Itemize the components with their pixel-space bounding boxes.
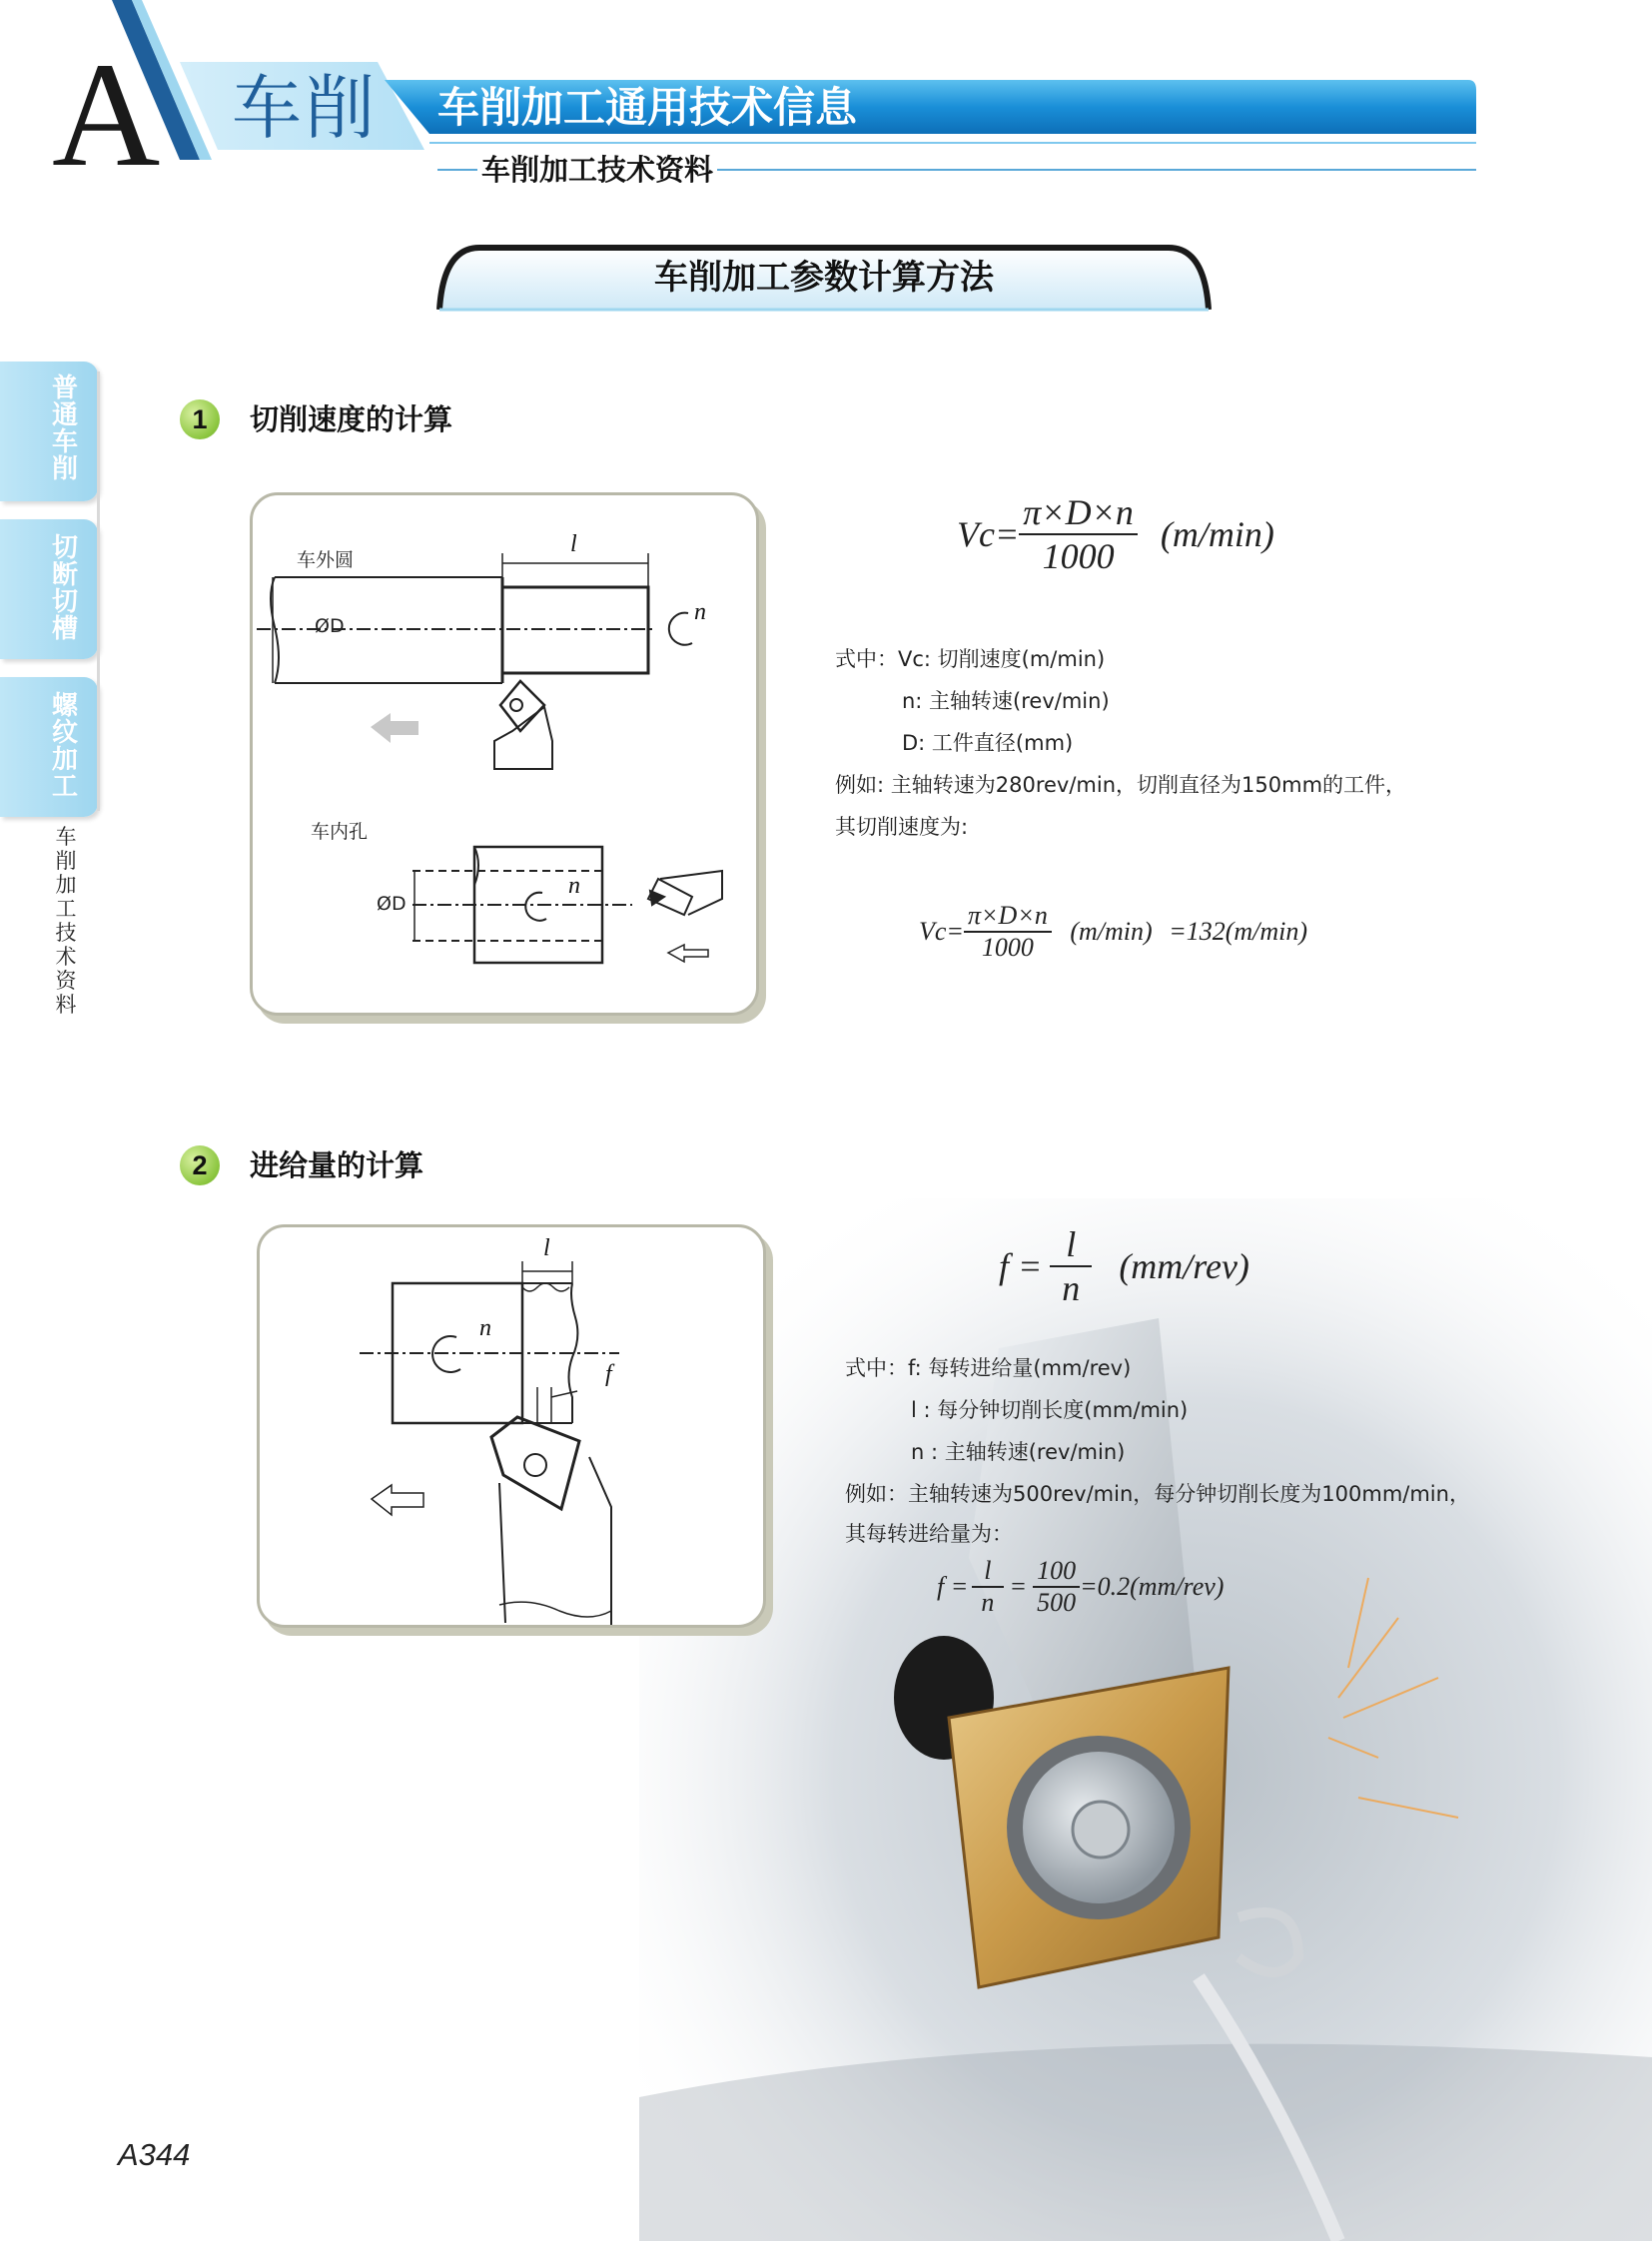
turning-insert-photo (639, 1198, 1652, 2241)
side-tab-active-label[interactable]: 车削加工技术资料 (55, 825, 77, 1017)
cutting-speed-formula (957, 491, 1274, 577)
example-lhs: Vc= (919, 917, 964, 946)
side-tab-label: 普通车削 (51, 374, 78, 484)
example-result: =132(m/min) (1169, 917, 1308, 946)
formula-lhs: Vc= (957, 514, 1020, 554)
example-denominator-2: 500 (1037, 1588, 1077, 1617)
turning-diagram (253, 495, 756, 1013)
side-tab-label: 螺纹加工 (51, 691, 78, 802)
legend-line: n : 主轴转速(rev/min) (911, 1440, 1126, 1464)
formula-fraction (1019, 491, 1138, 577)
formula-denominator: 1000 (1042, 536, 1115, 576)
feed-diagram (260, 1227, 763, 1625)
side-divider (97, 372, 100, 811)
legend-line: l : 每分钟切削长度(mm/min) (911, 1398, 1189, 1422)
dim-diameter-outer: ØD (315, 615, 345, 637)
example-line: 其切削速度为: (835, 815, 969, 839)
section-number-badge: 1 (180, 399, 220, 439)
feed-rate-figure (257, 1224, 766, 1628)
chapter-name: 车削 (232, 67, 378, 149)
dim-length: l (570, 531, 577, 557)
example-denominator: 1000 (981, 933, 1034, 962)
example-numerator-2: 100 (1033, 1556, 1080, 1588)
section-heading: 切削速度的计算 (250, 402, 453, 436)
formula-fraction (1050, 1223, 1092, 1309)
section-title: 车削加工通用技术信息 (437, 83, 858, 132)
chapter-letter: A (52, 32, 161, 198)
dim-diameter-inner: ØD (377, 893, 407, 915)
cutting-speed-example (919, 901, 1307, 963)
legend-line: D: 工件直径(mm) (902, 731, 1074, 755)
label-inner-boring: 车内孔 (311, 821, 369, 843)
feed-example (937, 1556, 1224, 1618)
feed-formula (999, 1223, 1249, 1309)
example-denominator-1: n (981, 1588, 995, 1617)
banner-title: 车削加工参数计算方法 (654, 258, 994, 298)
legend-line: 式中：f: 每转进给量(mm/rev) (845, 1356, 1132, 1380)
example-fraction-1 (972, 1556, 1003, 1618)
example-fraction-2 (1033, 1556, 1080, 1618)
legend-line: n: 主轴转速(rev/min) (902, 689, 1110, 713)
side-tab-grooving[interactable] (0, 519, 98, 659)
sub-title: 车削加工技术资料 (477, 150, 717, 190)
example-line: 其每转进给量为： (845, 1522, 1013, 1546)
example-result: =0.2(mm/rev) (1080, 1572, 1225, 1601)
dim-rpm-inner: n (568, 873, 580, 899)
side-tab-label: 切断切槽 (51, 533, 78, 644)
example-fraction (964, 901, 1052, 963)
dim-rpm-outer: n (694, 599, 706, 625)
example-unit: (m/min) (1070, 917, 1153, 946)
section-heading: 进给量的计算 (250, 1148, 424, 1182)
example-line: 例如: 主轴转速为280rev/min，切削直径为150mm的工件， (835, 773, 1407, 797)
formula-numerator: l (1050, 1223, 1092, 1267)
side-tab-threading[interactable] (0, 677, 98, 817)
example-numerator: π×D×n (964, 901, 1052, 933)
example-line: 例如：主轴转速为500rev/min，每分钟切削长度为100mm/min， (845, 1482, 1470, 1506)
formula-denominator: n (1062, 1268, 1081, 1308)
section-number-badge: 2 (180, 1145, 220, 1185)
dim-feed: f (605, 1361, 612, 1387)
dim-rpm: n (479, 1315, 491, 1341)
formula-numerator: π×D×n (1019, 491, 1138, 535)
legend-line: 式中：Vc: 切削速度(m/min) (835, 647, 1106, 671)
label-outer-turning: 车外圆 (297, 549, 355, 571)
example-equals: = (1009, 1572, 1028, 1601)
side-tab-general-turning[interactable] (0, 362, 98, 501)
page-number: A344 (118, 2137, 191, 2172)
formula-lhs: f = (999, 1246, 1043, 1286)
dim-length: l (543, 1235, 550, 1261)
cutting-speed-figure (250, 492, 759, 1016)
formula-unit: (mm/rev) (1119, 1246, 1249, 1286)
example-lhs: f = (937, 1572, 969, 1601)
formula-unit: (m/min) (1160, 514, 1274, 554)
example-numerator-1: l (972, 1556, 1003, 1588)
